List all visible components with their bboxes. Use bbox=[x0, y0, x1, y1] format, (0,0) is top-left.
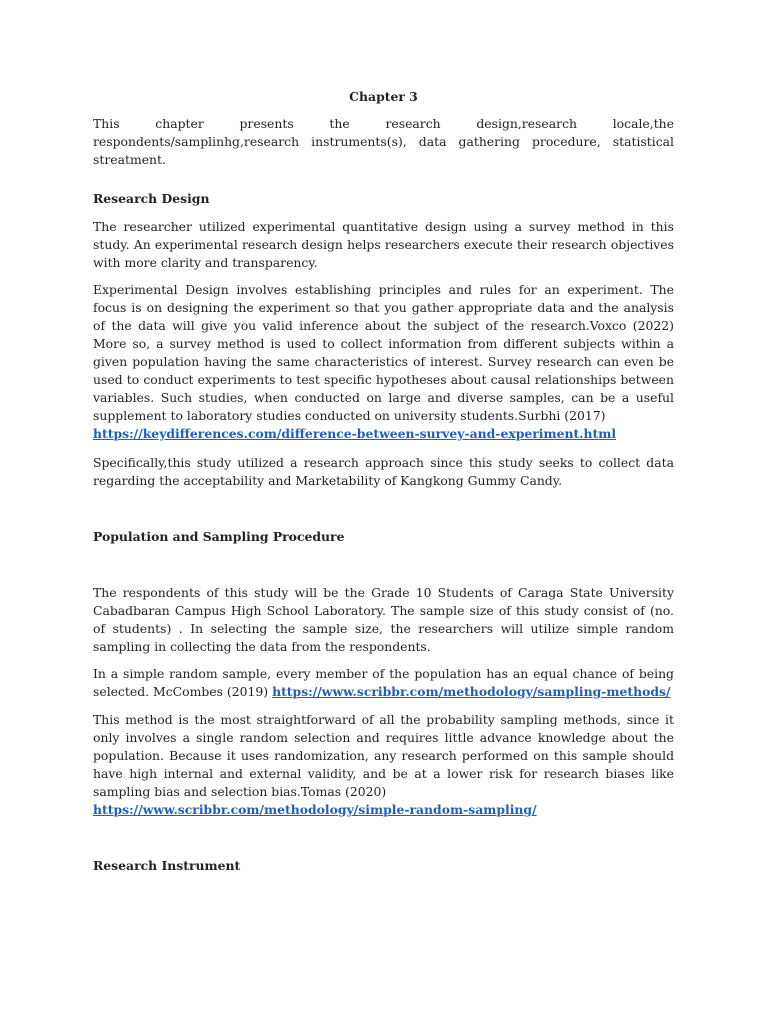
sampling-methods-link[interactable]: https://www.scribbr.com/methodology/sampling-methods/ bbox=[272, 684, 671, 699]
research-design-paragraph-2-text: Experimental Design involves establishing principles and rules for an experiment. The focus is on designing the experiment so that you gather appropriate data and the analysis of the data will give you valid inference about the subject of the research.Voxco (2022) More so, a survey method is used to collect information from different subjects within a given population having the same characteristics of interest. Survey research can even be used to conduct experiments to test specific hypotheses about causal relationships between variables. Such studies, when conducted on large and diverse samples, can be a useful supplement to laboratory studies conducted on university students.Surbhi (2017) bbox=[93, 282, 674, 423]
population-heading: Population and Sampling Procedure bbox=[93, 529, 345, 544]
research-design-paragraph-1: The researcher utilized experimental quantitative design using a survey method in this study. An experimental research design helps researchers execute their research objectives with more clarity and transparency. bbox=[93, 219, 674, 270]
population-paragraph-1: The respondents of this study will be the Grade 10 Students of Caraga State University Cabadbaran Campus High School Laboratory. The sample size of this study consist of (no. of students) . In selecting the sample size, the researchers will utilize simple random sampling in collecting the data from the respondents. bbox=[93, 585, 674, 654]
population-paragraph-2-text: In a simple random sample, every member of the population has an equal chance of being selected. McCombes (2019) bbox=[93, 666, 674, 699]
population-paragraph-3 bbox=[93, 711, 674, 819]
intro-paragraph: This chapter presents the research design,research locale,the respondents/samplinhg,research instruments(s), data gathering procedure, statistical streatment. bbox=[93, 116, 674, 167]
research-design-paragraph-2 bbox=[93, 281, 674, 443]
research-instrument-heading: Research Instrument bbox=[93, 858, 241, 873]
research-design-paragraph-3: Specifically,this study utilized a research approach since this study seeks to collect data regarding the acceptability and Marketability of Kangkong Gummy Candy. bbox=[93, 455, 674, 488]
research-design-heading: Research Design bbox=[93, 191, 210, 206]
keydifferences-link[interactable]: https://keydifferences.com/difference-between-survey-and-experiment.html bbox=[93, 426, 617, 441]
chapter-title: Chapter 3 bbox=[349, 89, 418, 104]
simple-random-sampling-link[interactable]: https://www.scribbr.com/methodology/simple-random-sampling/ bbox=[93, 802, 537, 817]
population-paragraph-3-text: This method is the most straightforward of all the probability sampling methods, since it only involves a single random selection and requires little advance knowledge about the population. Because it uses randomization, any research performed on this sample should have high internal and external validity, and be at a lower risk for research biases like sampling bias and selection bias.Tomas (2020) bbox=[93, 712, 674, 799]
population-paragraph-2 bbox=[93, 665, 674, 701]
